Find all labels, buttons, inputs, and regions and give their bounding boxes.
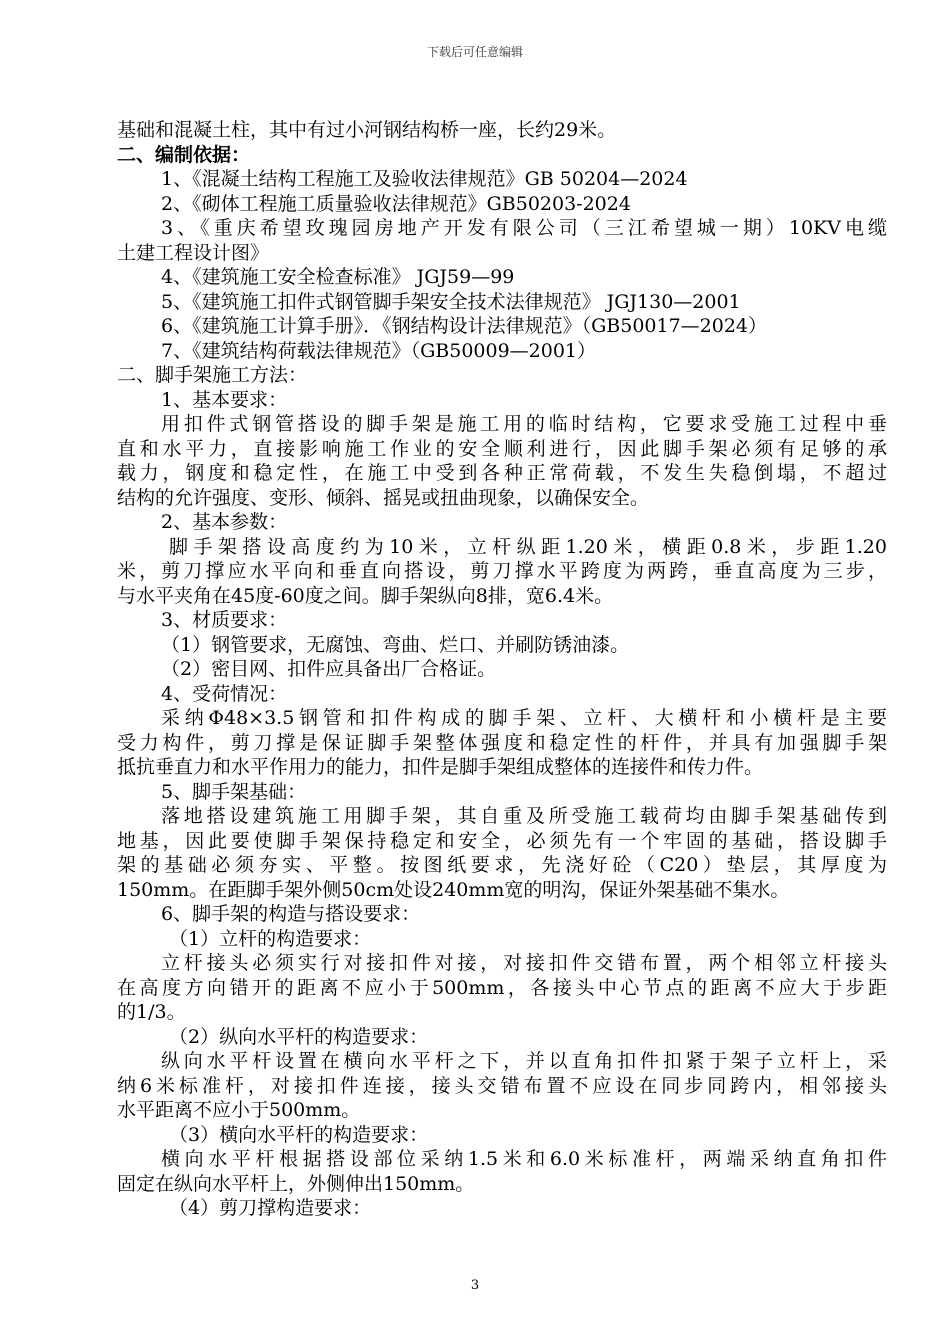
text-line: （1）立杆的构造要求：	[169, 927, 372, 950]
text-line: 纵向水平杆设置在横向水平杆之下，并以直角扣件扣紧于架子立杆上，采	[161, 1050, 887, 1072]
text-line: 7、《建筑结构荷载法律规范》（GB50009—2001）	[161, 339, 597, 362]
text-line: 落地搭设建筑施工用脚手架，其自重及所受施工载荷均由脚手架基础传到	[161, 805, 887, 827]
text-line: 水平距离不应小于500mm。	[117, 1099, 361, 1121]
document-body	[117, 118, 887, 1221]
text-line: 在高度方向错开的距离不应小于500mm，各接头中心节点的距离不应大于步距	[117, 976, 887, 999]
text-line: （4）剪刀撑构造要求：	[169, 1197, 372, 1219]
text-line: 直和水平力，直接影响施工作业的安全顺利进行，因此脚手架必须有足够的承	[117, 437, 887, 460]
text-line: 载力，钢度和稳定性，在施工中受到各种正常荷载，不发生失稳倒塌，不超过	[117, 462, 887, 484]
text-line: （1）钢管要求，无腐蚀、弯曲、烂口、并刷防锈油漆。	[161, 633, 630, 656]
text-line: 与水平夹角在45度-60度之间。脚手架纵向8排，宽6.4米。	[117, 584, 614, 607]
text-line: 结构的允许强度、变形、倾斜、摇晃或扭曲现象，以确保安全。	[117, 486, 650, 509]
text-line: 2、基本参数：	[161, 511, 288, 533]
text-line: 3、材质要求：	[161, 609, 288, 631]
text-line: 架的基础必须夯实、平整。按图纸要求，先浇好砼（C20）垫层，其厚度为	[117, 854, 887, 876]
text-line: 4、《建筑施工安全检查标准》 JGJ59—99	[161, 266, 515, 288]
text-line: 1、基本要求：	[161, 388, 288, 411]
text-line: 抵抗垂直力和水平作用力的能力，扣件是脚手架组成整体的连接件和传力件。	[117, 756, 764, 778]
text-line: 纳6米标准杆，对接扣件连接，接头交错布置不应设在同步同跨内，相邻接头	[117, 1074, 887, 1097]
text-line: 6、脚手架的构造与搭设要求：	[161, 903, 421, 925]
text-line: （3）横向水平杆的构造要求：	[169, 1123, 429, 1146]
text-line: 横向水平杆根据搭设部位采纳1.5米和6.0米标准杆，两端采纳直角扣件	[161, 1148, 887, 1170]
text-line: 5、脚手架基础：	[161, 780, 307, 803]
text-line: 5、《建筑施工扣件式钢管脚手架安全技术法律规范》 JGJ130—2001	[161, 290, 741, 313]
text-line: 的1/3。	[117, 1001, 186, 1023]
text-line: 4、受荷情况：	[161, 682, 288, 705]
text-line: 二、编制依据：	[117, 143, 251, 166]
page-header-note: 下载后可任意编辑	[426, 45, 523, 59]
text-line: 用扣件式钢管搭设的脚手架是施工用的临时结构，它要求受施工过程中垂	[161, 413, 887, 435]
text-line: 采纳Φ48×3.5钢管和扣件构成的脚手架、立杆、大横杆和小横杆是主要	[161, 707, 887, 729]
text-line: 150mm。在距脚手架外侧50cm处设240mm宽的明沟，保证外架基础不集水。	[117, 878, 790, 901]
text-line: 6、《建筑施工计算手册》．《钢结构设计法律规范》（GB50017—2024）	[161, 315, 768, 337]
text-line: （2）纵向水平杆的构造要求：	[169, 1025, 429, 1048]
text-line: 立杆接头必须实行对接扣件对接，对接扣件交错布置，两个相邻立杆接头	[161, 952, 887, 974]
text-line: 3、《重庆希望玫瑰园房地产开发有限公司（三江希望城一期）10KV电缆	[161, 217, 887, 239]
text-line: 基础和混凝土柱，其中有过小河钢结构桥一座，长约29米。	[117, 119, 617, 141]
text-line: 二、脚手架施工方法：	[117, 364, 308, 386]
text-line: 米，剪刀撑应水平向和垂直向搭设，剪刀撑水平跨度为两跨，垂直高度为三步，	[117, 560, 887, 582]
text-line: 1、《混凝土结构工程施工及验收法律规范》GB 50204—2024	[161, 168, 688, 190]
text-line: 脚手架搭设高度约为10米，立杆纵距1.20米，横距0.8米，步距1.20	[169, 535, 887, 558]
text-line: 2、《砌体工程施工质量验收法律规范》GB50203-2024	[161, 192, 631, 215]
text-line: 土建工程设计图》	[117, 241, 270, 264]
text-line: 受力构件，剪刀撑是保证脚手架整体强度和稳定性的杆件，并具有加强脚手架	[117, 731, 887, 754]
text-line: 地基，因此要使脚手架保持稳定和安全，必须先有一个牢固的基础，搭设脚手	[117, 829, 887, 852]
page-number: 3	[470, 1278, 480, 1293]
text-line: （2）密目网、扣件应具备出厂合格证。	[161, 658, 497, 680]
text-line: 固定在纵向水平杆上，外侧伸出150mm。	[117, 1172, 475, 1195]
